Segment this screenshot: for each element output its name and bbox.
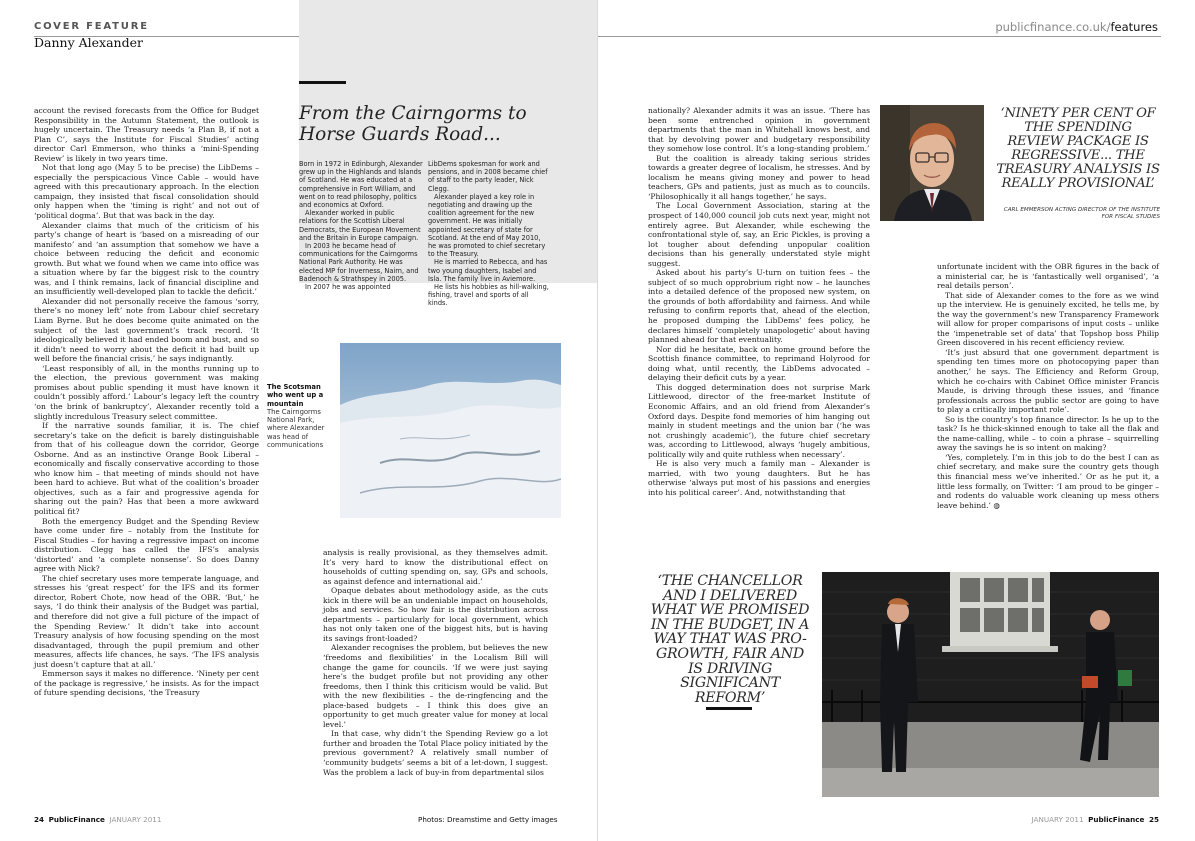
article-column-4: [937, 262, 1159, 510]
article-paragraph: Alexander recognises the problem, but believes the new ‘freedoms and flexibilities’ in the Localism Bill will change the game for councils. ‘If we were just saying here’s the budget profile but not providing any other freedoms, then I think this criticism would be valid. But with the new flexibilities – the de-ringfencing and the place-based budgets – I think this does give an opportunity to get much greater value for money at local level.’: [323, 643, 548, 729]
sidebar-paragraph: He is married to Rebecca, and has two young daughters, Isabel and Isla. The family live in Aviemore.: [428, 258, 548, 283]
article-column-2: [323, 548, 548, 777]
article-paragraph: This dogged determination does not surprise Mark Littlewood, director of the free-market Institute of Economic Affairs, and an old friend from Alexander’s Oxford days. Despite fond memories of him hanging out mainly in student meetings and the union bar (‘he was not crushingly academic’), the future chief secretary was, according to Littlewood, always ‘hugely ambitious, politically wily and quite ruthless when necessary’.: [648, 382, 870, 459]
article-paragraph: So is the country’s top finance director. Is he up to the task? Is he thick-skinned enough to take all the flak and the name-calling, while – to coin a phrase – squirrelling away the savings he is so intent on making?: [937, 414, 1159, 453]
article-paragraph: Alexander claims that much of the criticism of his party’s change of heart is ‘based on a misreading of our manifesto’ and ‘an assumption that somehow we have a choice between reducing the deficit and economic growth. But what we found when we came into office was a situation where by far the biggest risk to the country was, and I think remains, lack of financial discipline and an insufficiently well-developed plan to tackle the deficit.’: [34, 220, 259, 297]
article-paragraph: In that case, why didn’t the Spending Review go a lot further and broaden the Total Place policy initiated by the previous government? A relatively small number of ‘community budgets’ seems a bit of a let-down, I suggest. Was the problem a lack of buy-in from departmental silos: [323, 729, 548, 777]
cairngorms-photo: [340, 343, 561, 518]
article-paragraph: The Local Government Association, staring at the prospect of 140,000 council job cuts next year, might not entirely agree. But Alexander, while eschewing the confrontational style of, say, an Eric Pickles, is proving a lot tougher about defending unpopular coalition decisions than his generally understated style might suggest.: [648, 201, 870, 268]
pull-quote-alexander: ‘THE CHANCELLOR AND I DELIVERED WHAT WE PROMISED IN THE BUDGET, IN A WAY THAT WAS PRO-GROWTH, FAIR AND IS DRIVING SIGNIFICANT REFORM’: [650, 573, 810, 706]
photo-credits: Photos: Dreamstime and Getty images: [418, 815, 558, 824]
brand-left: PublicFinance: [48, 815, 105, 824]
article-paragraph: Nor did he hesitate, back on home ground before the Scottish finance committee, to reprimand Holyrood for doing what, until recently, the LibDems advocated – delaying their deficit cuts by a year.: [648, 344, 870, 383]
downing-street-photo: [822, 572, 1159, 797]
sidebar-paragraph: In 2003 he became head of communications for the Cairngorms National Park Authority. He was elected MP for Inverness, Nairn, and Badenoch & Strathspey in 2005.: [299, 242, 419, 283]
url-prefix: publicfinance.co.uk/: [995, 20, 1111, 34]
article-paragraph: Opaque debates about methodology aside, as the cuts kick in there will be an undeniable impact on households, jobs and services. So how fair is the distribution across departments – particularly for local government, which has not only taken one of the biggest hits, but is having its savings front-loaded?: [323, 586, 548, 643]
footer-left: [34, 815, 161, 824]
article-paragraph: Both the emergency Budget and the Spending Review have come under fire – notably from the Institute for Fiscal Studies – for having a regressive impact on income distribution. Clegg has called the IFS’s analysis ‘distorted’ and ‘a complete nonsense’. So does Danny agree with Nick?: [34, 516, 259, 574]
article-column-3: [648, 106, 870, 497]
page-gutter: [597, 0, 598, 841]
attribution-name: CARL EMMERSON: [1003, 207, 1054, 213]
issue-date-left: JANUARY 2011: [109, 815, 162, 824]
article-paragraph: But the coalition is already taking serious strides towards a greater degree of localism, he stresses. And by localism he means giving money and power to head teachers, GPs and patients, just as much as to councils. ‘Philosophically it all hangs together,’ he says.: [648, 153, 870, 201]
sidebar-paragraph: Alexander worked in public relations for the Scottish Liberal Democrats, the European Movement and the Britain in Europe campaign.: [299, 209, 421, 242]
page-number-left: 24: [34, 815, 45, 824]
pull-quote-emmerson: ‘NINETY PER CENT OF THE SPENDING REVIEW PACKAGE IS REGRESSIVE... THE TREASURY ANALYSIS IS REALLY PROVISIONAL’: [996, 106, 1160, 191]
article-paragraph: ‘It’s just absurd that one government department is spending ten times more on photocopying paper than another,’ he says. The Efficiency and Reform Group, which he co-chairs with Cabinet Office minister Francis Maude, is driving through these issues, and ‘finance professionals across the public sector are going to have to play a critically important role’.: [937, 347, 1159, 415]
url-suffix: features: [1110, 20, 1158, 34]
alexander-portrait: [880, 105, 984, 221]
pull-quote-rule: [706, 707, 752, 710]
article-paragraph: unfortunate incident with the OBR figures in the back of a ministerial car, he is ‘fantastically well organised’, ‘a real details person’.: [937, 262, 1159, 291]
article-paragraph: ‘Least responsibly of all, in the months running up to the election, the previous government was making promises about public spending it must have known it couldn’t possibly afford.’ Labour’s legacy left the country ‘on the brink of bankruptcy’, Alexander recently told a slightly incredulous Treasury select committee.: [34, 363, 259, 421]
page-number-right: 25: [1148, 815, 1159, 824]
author-name: Danny Alexander: [34, 35, 143, 50]
site-url[interactable]: [995, 20, 1158, 34]
photo-caption: [267, 383, 337, 449]
article-paragraph: ‘Yes, completely. I’m in this job to do the best I can as chief secretary, and make sure the country gets though this financial mess we’ve inherited.’ Or as he put it, a little less formally, on Twitter: ‘I am proud to be ginger – and rodents do valuable work cleaning up mess others leave behind.’ ◍: [937, 452, 1159, 510]
brand-right: PublicFinance: [1088, 815, 1145, 824]
sidebar-paragraph: Alexander played a key role in negotiating and drawing up the coalition agreement for the new government. He was initially appointed secretary of state for Scotland. At the end of May 2010, he was promoted to chief secretary to the Treasury.: [428, 192, 546, 259]
sidebar-column-a: [299, 160, 424, 291]
article-paragraph: Alexander did not personally receive the famous ‘sorry, there’s no money left’ note from Labour chief secretary Liam Byrne. But he does become quite animated on the subject of the last government’s track record. ‘It ideologically believed it had ended boom and bust, and so it didn’t need to worry about the deficit it had built up well before the financial crisis,’ he says indignantly.: [34, 296, 259, 364]
sidebar-rule: [299, 81, 346, 84]
attribution-role: ACTING DIRECTOR OF THE INSTITUTE FOR FISCAL STUDIES: [1054, 207, 1160, 220]
sidebar-title: From the Cairngorms to Horse Guards Road...: [299, 103, 527, 145]
sidebar-column-b: [428, 160, 549, 308]
issue-date-right: JANUARY 2011: [1031, 815, 1084, 824]
article-paragraph: account the revised forecasts from the Office for Budget Responsibility in the Autumn Statement, the outlook is hugely uncertain. The Treasury needs ‘a Plan B, if not a Plan C’, says the Institute for Fiscal Studies’ acting director Carl Emmerson, who thinks a ‘mini-Spending Review’ is likely in two years time.: [34, 106, 259, 163]
caption-headline: The Scotsman who went up a mountain: [267, 383, 324, 408]
sidebar-paragraph: He lists his hobbies as hill-walking, fishing, travel and sports of all kinds.: [428, 283, 549, 308]
article-paragraph: Asked about his party’s U-turn on tuition fees – the subject of so much opprobrium right now – he launches into a detailed defence of the proposed new system, on the grounds of both affordability and fairness. And while refusing to confirm reports that, ahead of the election, he proposed dumping the LibDems’ fees policy, he declares himself ‘completely unapologetic’ about having planned ahead for that eventuality.: [648, 268, 870, 345]
article-paragraph: Not that long ago (May 5 to be precise) the LibDems – especially the perspicacious Vince Cable – would have agreed with this precautionary approach. In the election campaign, they insisted that fiscal consolidation should only happen when the ‘timing is right’ and not out of ‘political dogma’. But that was back in the day.: [34, 163, 259, 221]
article-paragraph: analysis is really provisional, as they themselves admit. It’s very hard to know the distributional effect on households of cutting spending on, say, GPs and schools, as against defence and international aid.’: [323, 548, 548, 586]
sidebar-paragraph: In 2007 he was appointed: [305, 283, 391, 292]
caption-text: The Cairngorms National Park, where Alexander was head of communications: [267, 407, 325, 450]
article-paragraph: If the narrative sounds familiar, it is. The chief secretary’s take on the deficit is barely distinguishable from that of his colleague down the corridor, George Osborne. And as an instinctive Orange Book Liberal – economically and fiscally conservative according to those who know him – that meeting of minds should not have been hard to achieve. But what of the coalition’s broader objectives, such as a fair and progressive agenda for sharing out the pain? Has that been a more awkward political fit?: [34, 421, 259, 516]
section-label: COVER FEATURE: [34, 21, 149, 32]
sidebar-paragraph: Born in 1972 in Edinburgh, Alexander grew up in the Highlands and Islands of Scotland. He was educated at a comprehensive in Fort William, and went on to read philosophy, politics and economics at Oxford.: [299, 160, 423, 210]
article-column-1: [34, 106, 259, 698]
footer-right: [1032, 815, 1159, 824]
pull-quote-attribution: [996, 207, 1160, 221]
article-paragraph: nationally? Alexander admits it was an issue. ‘There has been some entrenched opinion in government departments that the man in Whitehall knows best, and that by devolving power and budgetary responsibility they somehow lose control. It’s a long-standing problem.’: [648, 106, 870, 154]
article-paragraph: Emmerson says it makes no difference. ‘Ninety per cent of the package is regressive,’ he insists. As for the impact of future spending decisions, ‘the Treasury: [34, 669, 259, 698]
article-paragraph: He is also very much a family man – Alexander is married, with two young daughters. But he has otherwise ‘always put most of his passions and energies into his political career’. And, notwithstanding that: [648, 459, 870, 497]
article-paragraph: That side of Alexander comes to the fore as we wind up the interview. He is genuinely excited, he tells me, by the way the government’s new Transparency Framework will allow for proper comparisons of input costs – unlike the ‘impenetrable set of data’ that Topshop boss Philip Green discovered in his recent efficiency review.: [937, 290, 1159, 348]
sidebar-paragraph: LibDems spokesman for work and pensions, and in 2008 became chief of staff to the party leader, Nick Clegg.: [428, 160, 548, 193]
article-paragraph: The chief secretary uses more temperate language, and stresses his ‘great respect’ for the IFS and its former director, Robert Chote, now head of the OBR. ‘But,’ he says, ‘I do think their analysis of the Budget was partial, and therefore did not give a full picture of the impact of the Spending Review.’ It didn’t take into account Treasury analysis of how focusing spending on the most disadvantaged, through the pupil premium and other measures, affects life chances, he says. ‘The IFS analysis just doesn’t capture that at all.’: [34, 573, 259, 669]
